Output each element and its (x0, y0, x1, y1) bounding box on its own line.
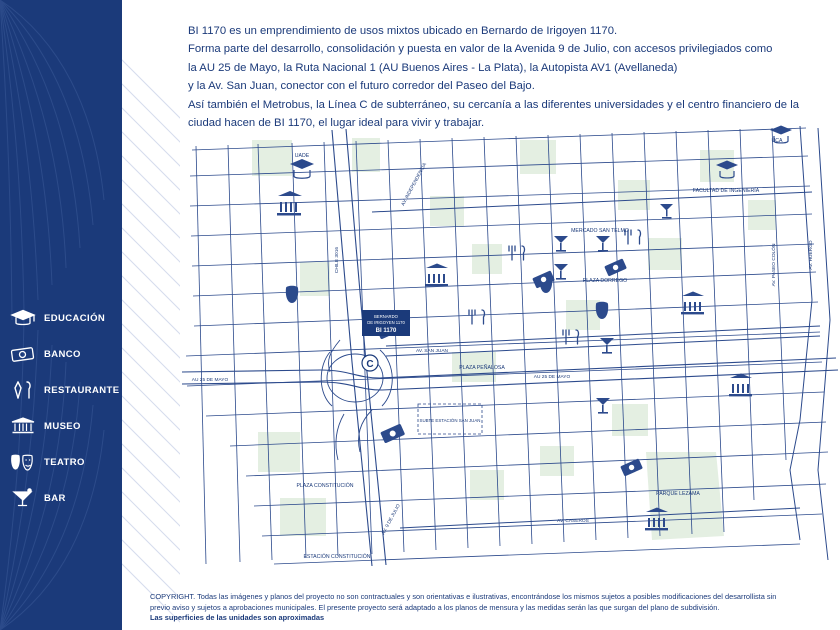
intro-line-1: BI 1170 es un emprendimiento de usos mixtos ubicado en Bernardo de Irigoyen 1170. (188, 25, 618, 37)
avenida-caseros (400, 508, 800, 528)
intro-line-6: ciudad hacen de BI 1170, el lugar ideal para vivir y trabajar. (188, 117, 485, 130)
legend-item-banco (0, 336, 122, 372)
street-label-paseo-colon: AV. PASEO COLÓN (772, 243, 777, 287)
poi-bank-icon-2 (380, 424, 405, 444)
map-legend (0, 300, 122, 516)
legend-item-label: TEATRO (44, 456, 85, 468)
poi-bar-icon-4 (554, 264, 568, 280)
place-label-uade: UADE (294, 153, 310, 159)
street-label-9-de-julio: AV. 9 DE JULIO (381, 503, 402, 536)
legend-item-restaurante (0, 372, 122, 408)
poi-bank-icon-5 (620, 458, 643, 476)
intro-line-5: Así también el Metrobus, la Línea C de subterráneo, su cercanía a las diferentes universidades y el centro financiero de la (188, 98, 800, 111)
intro-copy (188, 22, 828, 132)
project-marker-line2: DE IRIGOYEN 1170 (367, 320, 405, 325)
map-svg[interactable] (150, 120, 840, 580)
legend-item-label: RESTAURANTE (44, 384, 120, 396)
poi-museum-icon-3 (681, 292, 704, 315)
cocktail-icon (6, 484, 40, 512)
legend-item-museo (0, 408, 122, 444)
theatre-masks-icon (6, 448, 40, 476)
museum-icon (6, 412, 40, 440)
intro-line-4: y la Av. San Juan, conector con el futuro corredor del Paseo del Bajo. (188, 80, 535, 93)
footer-line-1: COPYRIGHT. Todas las imágenes y planos del proyecto no son contractuales y son orientativas e ilustrativas, encontrándose los mismos sujetos a posibles modificaciones del desarrollista sin (150, 592, 777, 601)
street-label-au25-left: AU 25 DE MAYO (191, 378, 229, 383)
place-label-subte-san-juan: SUBTE ESTACIÓN SAN JUAN (419, 418, 481, 423)
poi-theatre-icon-1 (286, 286, 298, 303)
poi-restaurant-icon-1 (509, 246, 524, 260)
poi-restaurant-icon-4 (469, 310, 484, 324)
street-label-huergo: AV. HUERGO (809, 240, 814, 270)
poi-bar-icon-1 (596, 236, 610, 252)
place-label-plaza-constitucion: PLAZA CONSTITUCIÓN (296, 483, 354, 489)
graduation-cap-icon (6, 304, 40, 332)
cutlery-icon (6, 376, 40, 404)
legend-item-bar (0, 480, 122, 516)
poi-bar-icon-5 (554, 236, 568, 252)
subte-linea-c-marker (362, 355, 378, 371)
street-label-au25-right: AU 25 DE MAYO (533, 375, 571, 380)
street-label-san-juan: AV. SAN JUAN (416, 349, 448, 354)
legend-item-label: BANCO (44, 348, 81, 360)
poi-museum-icon-2 (425, 264, 448, 287)
poi-bank-icon-3 (604, 258, 627, 276)
place-label-plaza-dorrego: PLAZA DORREGO (582, 278, 628, 284)
project-marker-line3: BI 1170 (375, 328, 397, 334)
place-label-parque-lezama: PARQUE LEZAMA (656, 491, 700, 497)
coastline (790, 126, 830, 560)
poi-museum-icon-4 (729, 374, 752, 397)
place-label-uca: UCA (771, 138, 783, 144)
place-label-ingenieria: FACULTAD DE INGENIERÍA (692, 188, 760, 194)
subte-station-label: C (366, 359, 374, 370)
intro-line-3: la AU 25 de Mayo, la Ruta Nacional 1 (AU Buenos Aires - La Plata), la Autopista AV1 (Avellaneda) (188, 61, 678, 74)
intro-line-2: Forma parte del desarrollo, consolidación y puesta en valor de la Avenida 9 de Julio, con accesos privilegiados como (188, 43, 773, 56)
money-icon (6, 340, 40, 368)
place-label-estacion-constitucion: ESTACIÓN CONSTITUCIÓN (303, 554, 371, 560)
legend-item-label: BAR (44, 492, 66, 504)
street-label-chile: CHILE 3016 (335, 246, 340, 274)
legend-item-teatro (0, 444, 122, 480)
project-marker[interactable] (362, 310, 410, 336)
avenida-9-de-julio (332, 129, 386, 566)
copyright-footer (150, 592, 840, 624)
legend-item-educacion (0, 300, 122, 336)
street-label-caseros: AV. CASEROS (557, 519, 589, 524)
project-marker-line1: BERNARDO (374, 314, 398, 319)
place-label-mercado-san-telmo: MERCADO SAN TELMO (571, 228, 629, 234)
poi-museum-icon-1 (277, 191, 302, 216)
footer-line-3: Las superficies de las unidades son aproximadas (150, 613, 325, 623)
legend-item-label: MUSEO (44, 420, 81, 432)
location-map[interactable] (150, 120, 840, 580)
left-sidebar (0, 0, 122, 630)
footer-line-2: previo aviso y sujetos a aprobaciones municipales. El presente proyecto será adaptado a los planos de mensura y las medidas serán las que surgan del plano de subdivisión. (150, 602, 720, 612)
place-label-plaza-penaloza: PLAZA PEÑALOSA (459, 365, 505, 371)
street-label-independencia: AV. INDEPENDENCIA (401, 162, 428, 208)
poi-bar-icon-6 (660, 204, 673, 219)
legend-item-label: EDUCACIÓN (44, 312, 106, 324)
poi-uade-icon (290, 159, 314, 178)
